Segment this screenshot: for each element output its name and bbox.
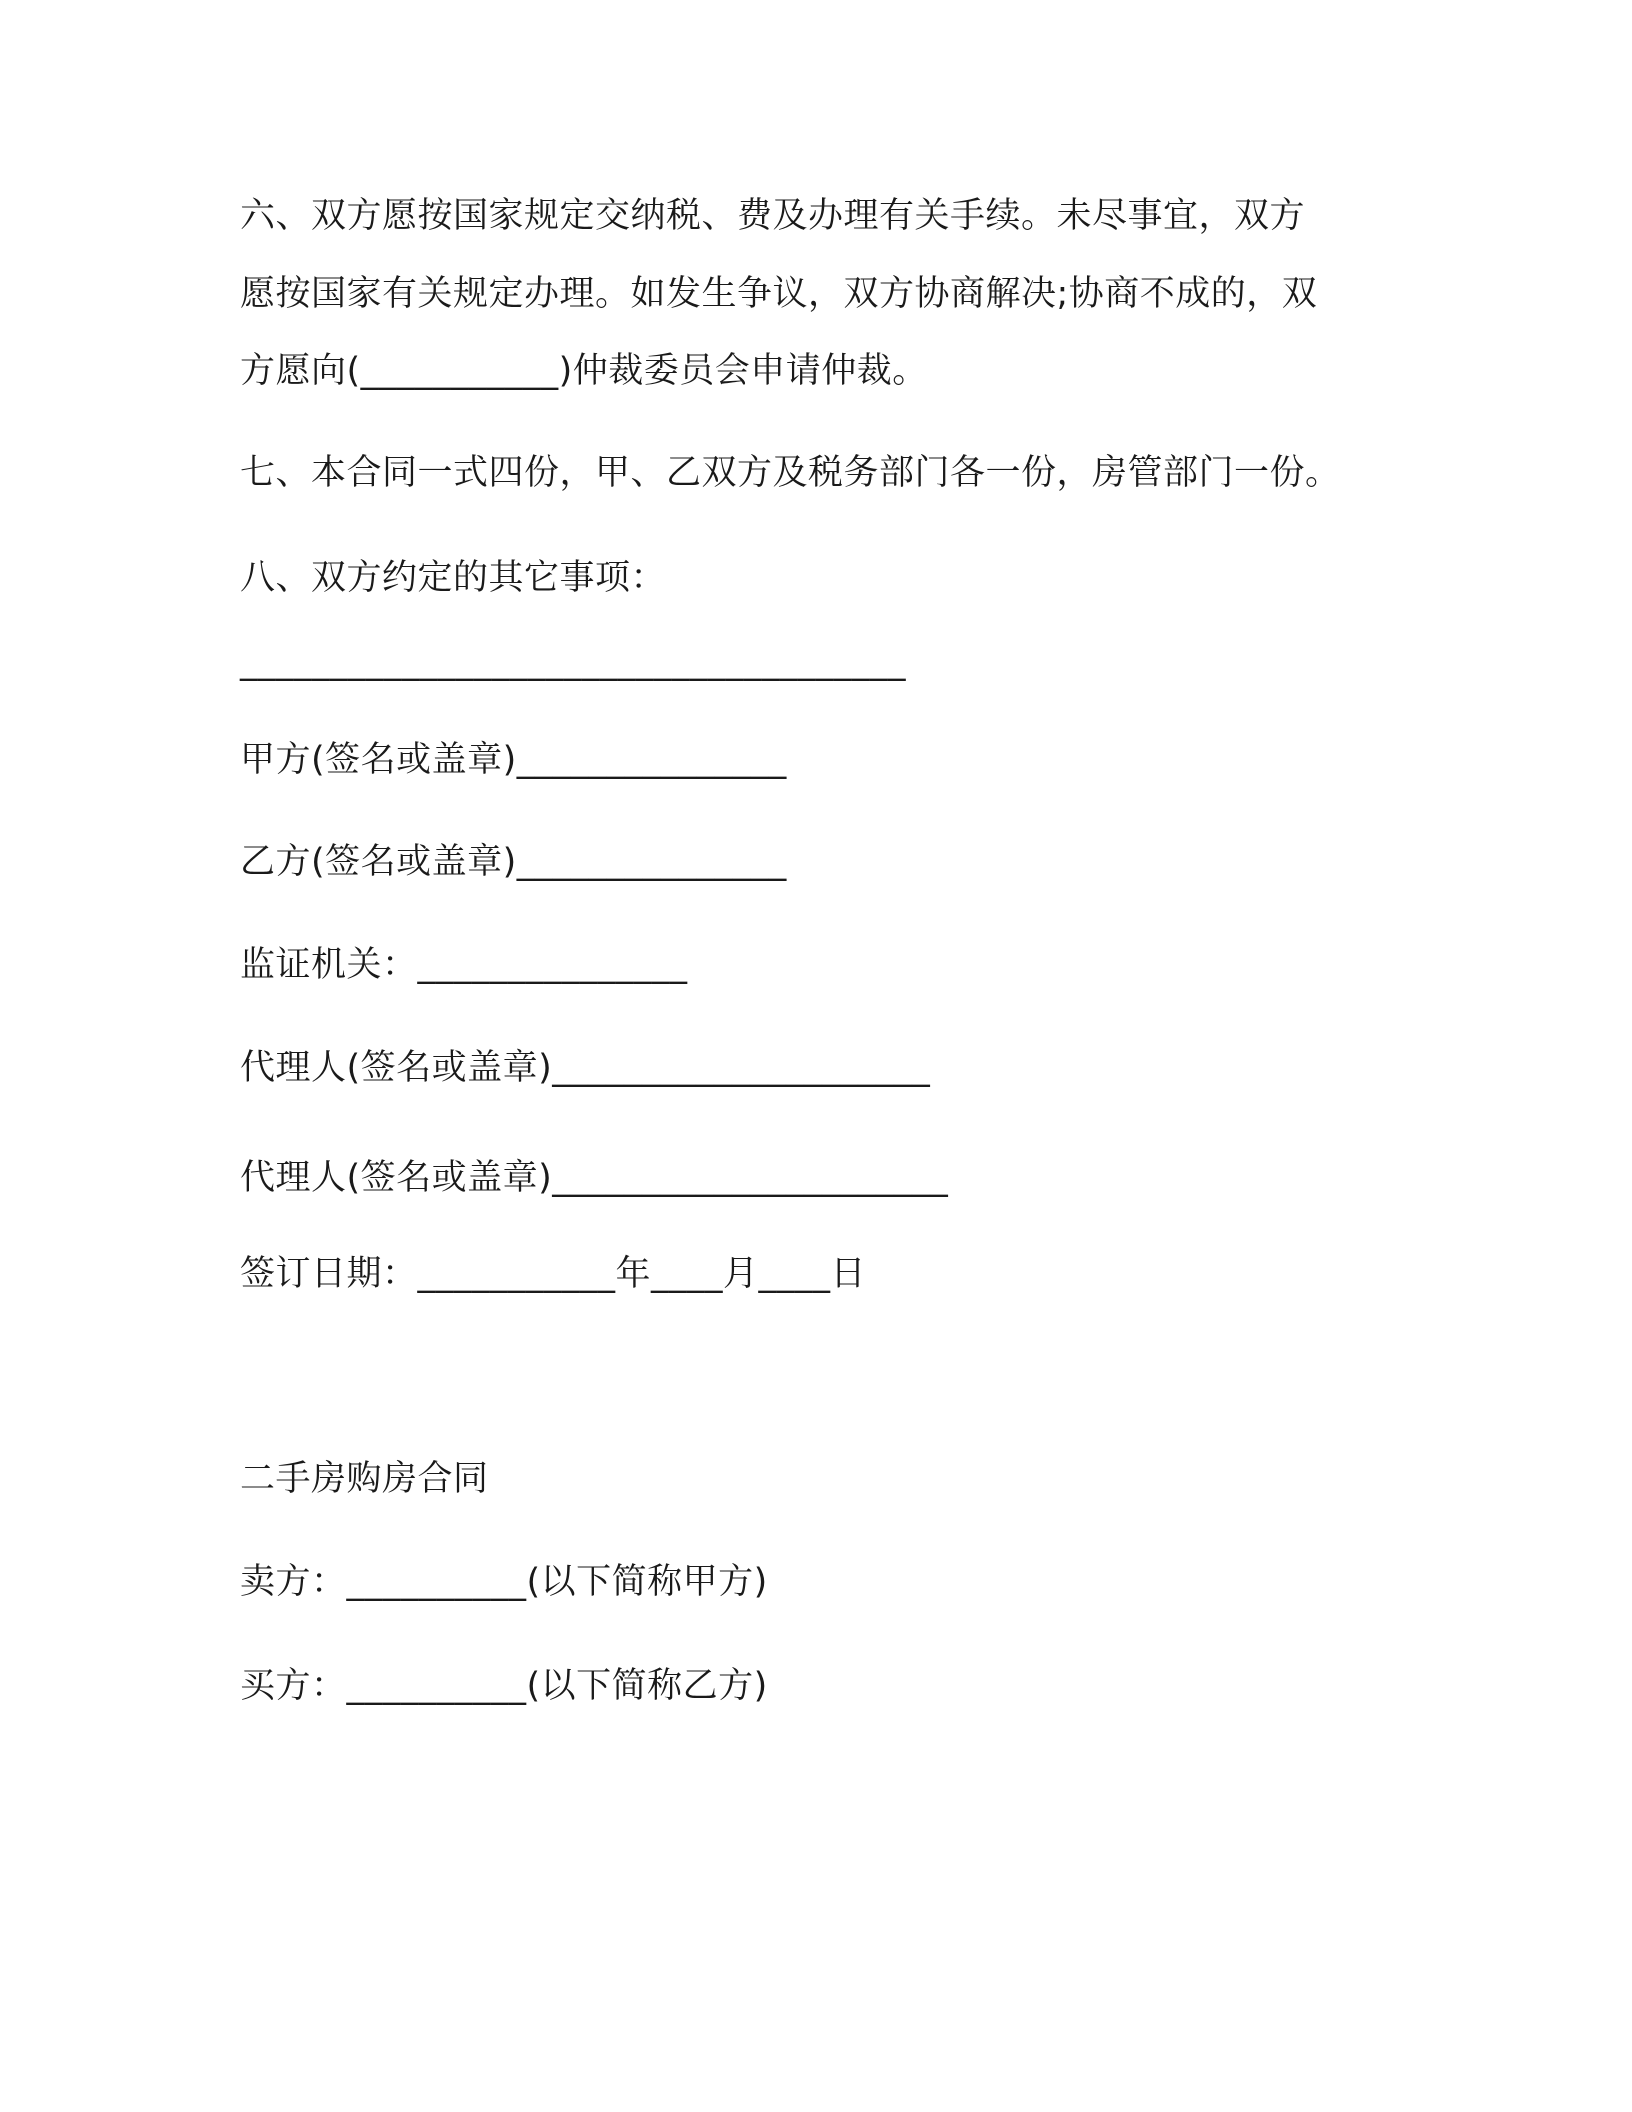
agent-signature-1: 代理人(签名或盖章)_____________________ (240, 1048, 931, 1088)
agent-signature-2: 代理人(签名或盖章)______________________ (240, 1158, 949, 1198)
supervising-authority: 监证机关：_______________ (240, 945, 688, 985)
signing-date: 签订日期：___________年____月____日 (240, 1254, 867, 1294)
party-a-signature: 甲方(签名或盖章)_______________ (240, 740, 787, 780)
paragraph-6-line-2: 愿按国家有关规定办理。如发生争议，双方协商解决;协商不成的，双 (240, 274, 1318, 314)
seller-line: 卖方：__________(以下简称甲方) (240, 1562, 768, 1602)
paragraph-6-line-3: 方愿向(___________)仲裁委员会申请仲裁。 (240, 351, 928, 391)
party-b-signature: 乙方(签名或盖章)_______________ (240, 842, 787, 882)
blank-line: _____________________________________ (240, 642, 906, 682)
buyer-line: 买方：__________(以下简称乙方) (240, 1666, 768, 1706)
paragraph-8: 八、双方约定的其它事项： (240, 558, 667, 598)
contract-title: 二手房购房合同 (240, 1459, 489, 1499)
paragraph-7: 七、本合同一式四份，甲、乙双方及税务部门各一份，房管部门一份。 (240, 453, 1341, 493)
paragraph-6-line-1: 六、双方愿按国家规定交纳税、费及办理有关手续。未尽事宜，双方 (240, 196, 1306, 236)
